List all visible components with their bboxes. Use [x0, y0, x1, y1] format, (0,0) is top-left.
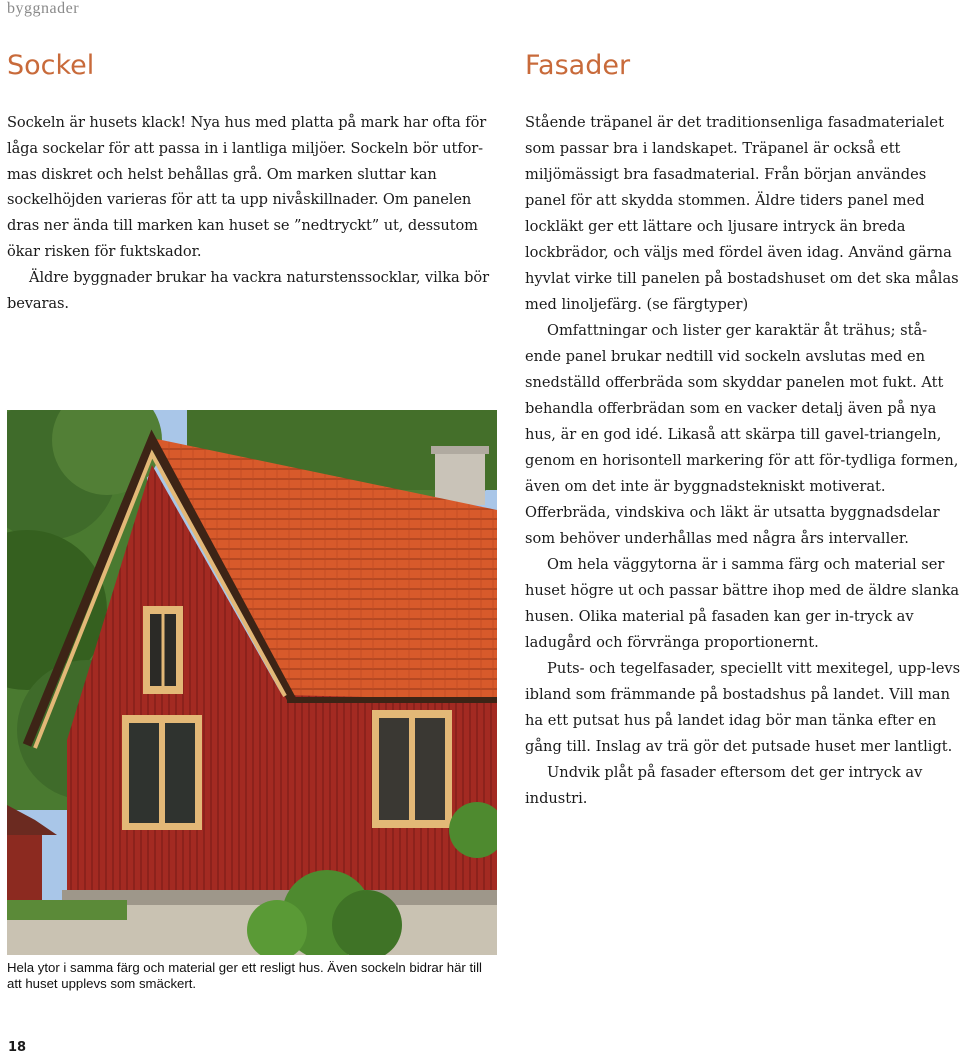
running-header: byggnader: [7, 0, 80, 17]
fasader-paragraph: Stående träpanel är det traditionsenliga fasadmaterialet som passar bra i landskapet. Träpanel är också ett miljömässigt bra fasadmaterial. Från början användes panel för att skydda stommen. Äldre tiders panel med lockläkt ger ett lättare och ljusare intryck än breda lockbrädor, och väljs med fördel även idag. Använd gärna hyvlat virke till panelen på bostadshuset om det ska målas med linoljefärg. (se färgtyper): [525, 114, 959, 313]
house-photo: [7, 410, 497, 955]
photo-caption: Hela ytor i samma färg och material ger ett resligt hus. Även sockeln bidrar här till att huset upplevs som smäckert.: [7, 960, 482, 991]
sockel-paragraph: Äldre byggnader brukar ha vackra naturstenssocklar, vilka bör bevaras.: [7, 268, 489, 312]
fasader-paragraph: Omfattningar och lister ger karaktär åt trähus; stå-ende panel brukar nedtill vid sockeln avslutas med en snedställd offerbräda som skyddar panelen mot fukt. Att behandla offerbrädan som en vacker detalj även på nya hus, är en god idé. Likaså att skärpa till gavel-triangeln, genom en horisontell markering för att för-tydliga formen, även om det inte är byggnadstekniskt motiverat. Offerbräda, vindskiva och läkt är utsatta byggnadsdelar som behöver underhållas med några års intervaller.: [525, 322, 959, 547]
sockel-paragraph: Sockeln är husets klack! Nya hus med platta på mark har ofta för låga sockelar för att passa in i lantliga miljöer. Sockeln bör utfor-mas diskret och helst behållas grå. Om marken sluttar kan sockelhöjden varieras för att ta upp nivåskillnader. Om panelen dras ner ända till marken kan huset se ”nedtryckt” ut, dessutom ökar risken för fuktskador.: [7, 114, 487, 260]
page-number: 18: [8, 1040, 27, 1055]
window-upper: [143, 606, 183, 694]
fasader-paragraph: Puts- och tegelfasader, speciellt vitt mexitegel, upp-levs ibland som främmande på bostadshus på landet. Vill man ha ett putsat hus på landet idag bör man tänka efter en gång till. Inslag av trä gör det putsade huset mer lantligt.: [525, 660, 960, 755]
chimney: [435, 450, 485, 505]
fasader-title: Fasader: [525, 50, 631, 81]
fasader-text-column: [525, 110, 960, 812]
window-right: [372, 710, 452, 828]
sockel-title: Sockel: [7, 50, 95, 81]
window-left: [122, 715, 202, 830]
fasader-paragraph: Undvik plåt på fasader eftersom det ger intryck av industri.: [525, 764, 923, 807]
fasader-paragraph: Om hela väggytorna är i samma färg och material ser huset högre ut och passar bättre ihop med de äldre slanka husen. Olika material på fasaden kan ger in-tryck av ladugård och förvränga proportionernt.: [525, 556, 960, 651]
sockel-text-column: [7, 110, 499, 316]
